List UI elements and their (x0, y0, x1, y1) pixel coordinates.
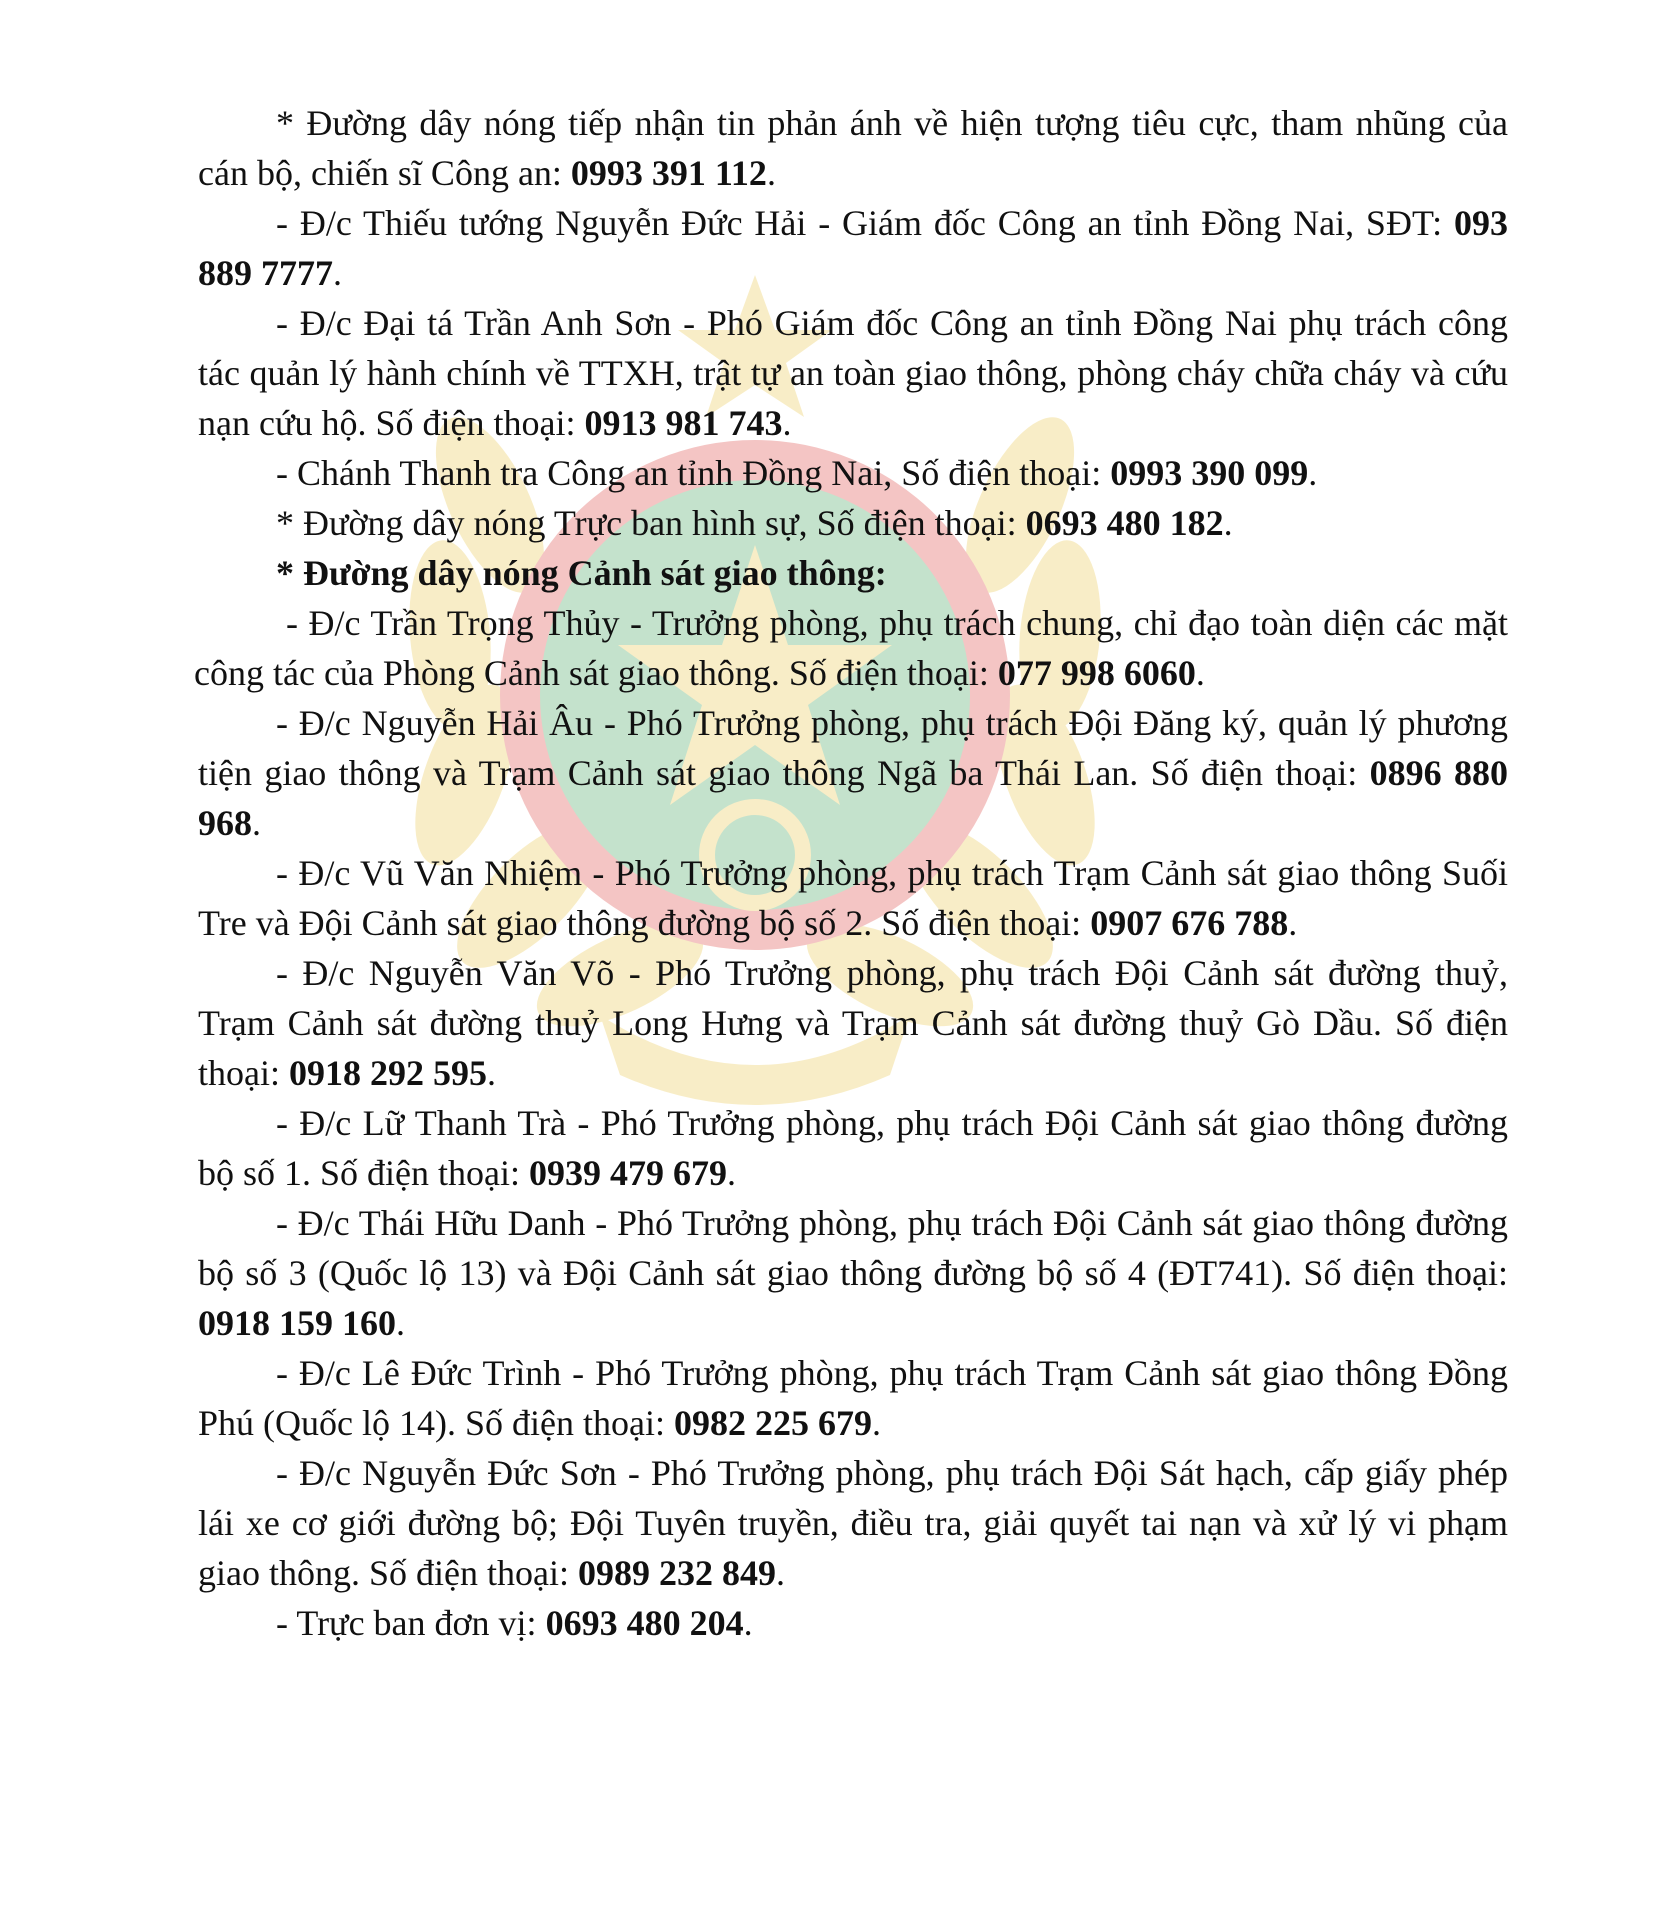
paragraph-traffic-deputy-6: - Đ/c Lê Đức Trình - Phó Trưởng phòng, phụ trách Trạm Cảnh sát giao thông Đồng Phú (Quốc lộ 14). Số điện thoại: 0982 225 679. (198, 1353, 1508, 1443)
phone-number: 0989 232 849 (577, 1553, 776, 1593)
paragraph-chief-inspector: - Chánh Thanh tra Công an tỉnh Đồng Nai, Số điện thoại: 0993 390 099. (276, 453, 1318, 493)
paragraph-traffic-deputy-4: - Đ/c Lữ Thanh Trà - Phó Trưởng phòng, phụ trách Đội Cảnh sát giao thông đường bộ số 1. Số điện thoại: 0939 479 679. (198, 1103, 1508, 1193)
phone-number: 0993 391 112 (570, 153, 767, 193)
phone-number: 0913 981 743 (584, 403, 783, 443)
phone-number: 0896 880 968 (198, 753, 1508, 843)
paragraph-hotline-corruption: * Đường dây nóng tiếp nhận tin phản ánh về hiện tượng tiêu cực, tham nhũng của cán bộ, chiến sĩ Công an: 0993 391 112. (198, 103, 1508, 193)
paragraph-traffic-deputy-1: - Đ/c Nguyễn Hải Âu - Phó Trưởng phòng, phụ trách Đội Đăng ký, quản lý phương tiện giao thông và Trạm Cảnh sát giao thông Ngã ba Thái Lan. Số điện thoại: 0896 880 968. (198, 703, 1508, 843)
phone-number: 0693 480 182 (1025, 503, 1224, 543)
paragraph-traffic-deputy-3: - Đ/c Nguyễn Văn Võ - Phó Trưởng phòng, phụ trách Đội Cảnh sát đường thuỷ, Trạm Cảnh sát đường thuỷ Long Hưng và Trạm Cảnh sát đường thuỷ Gò Dầu. Số điện thoại: 0918 292 595. (198, 953, 1508, 1093)
paragraph-traffic-deputy-7: - Đ/c Nguyễn Đức Sơn - Phó Trưởng phòng, phụ trách Đội Sát hạch, cấp giấy phép lái xe cơ giới đường bộ; Đội Tuyên truyền, điều tra, giải quyết tai nạn và xử lý vi phạm giao thông. Số điện thoại: 0989 232 849. (198, 1453, 1508, 1593)
paragraph-traffic-deputy-2: - Đ/c Vũ Văn Nhiệm - Phó Trưởng phòng, phụ trách Trạm Cảnh sát giao thông Suối Tre và Đội Cảnh sát giao thông đường bộ số 2. Số điện thoại: 0907 676 788. (198, 853, 1508, 943)
paragraph-deputy-director: - Đ/c Đại tá Trần Anh Sơn - Phó Giám đốc Công an tỉnh Đồng Nai phụ trách công tác quản lý hành chính về TTXH, trật tự an toàn giao thông, phòng cháy chữa cháy và cứu nạn cứu hộ. Số điện thoại: 0913 981 743. (198, 303, 1508, 443)
phone-number: 077 998 6060 (997, 653, 1196, 693)
document-body (194, 98, 1508, 1648)
phone-number: 0939 479 679 (529, 1153, 727, 1193)
phone-number: 093 889 7777 (198, 203, 1508, 293)
phone-number: 0993 390 099 (1110, 453, 1309, 493)
phone-number: 0918 159 160 (198, 1303, 396, 1343)
phone-number: 0918 292 595 (288, 1053, 487, 1093)
paragraph-traffic-deputy-5: - Đ/c Thái Hữu Danh - Phó Trưởng phòng, phụ trách Đội Cảnh sát giao thông đường bộ số 3 (Quốc lộ 13) và Đội Cảnh sát giao thông đường bộ số 4 (ĐT741). Số điện thoại: 0918 159 160. (198, 1203, 1508, 1343)
paragraph-unit-duty: - Trực ban đơn vị: 0693 480 204. (276, 1603, 753, 1643)
paragraph-traffic-head: - Đ/c Trần Trọng Thủy - Trưởng phòng, phụ trách chung, chỉ đạo toàn diện các mặt công tác của Phòng Cảnh sát giao thông. Số điện thoại: 077 998 6060. (194, 603, 1508, 693)
paragraph-criminal-duty: * Đường dây nóng Trực ban hình sự, Số điện thoại: 0693 480 182. (276, 503, 1233, 543)
phone-number: 0693 480 204 (545, 1603, 744, 1643)
section-heading-traffic-police: * Đường dây nóng Cảnh sát giao thông: (276, 553, 887, 593)
paragraph-director: - Đ/c Thiếu tướng Nguyễn Đức Hải - Giám đốc Công an tỉnh Đồng Nai, SĐT: 093 889 7777. (198, 203, 1508, 293)
phone-number: 0907 676 788 (1090, 903, 1289, 943)
phone-number: 0982 225 679 (673, 1403, 872, 1443)
